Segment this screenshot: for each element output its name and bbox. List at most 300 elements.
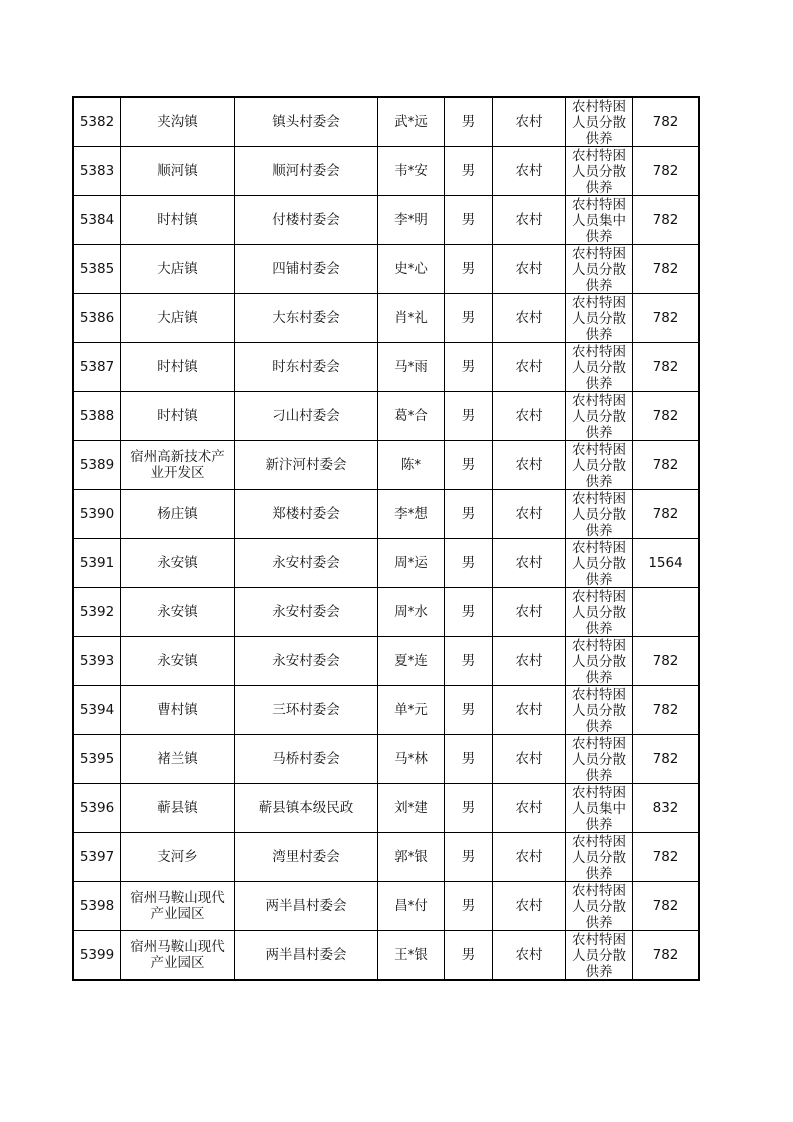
table-row [73,588,699,637]
name-cell-text: 刘*建 [394,800,428,816]
amount-cell [633,833,700,882]
amount-cell-text: 782 [652,408,679,424]
town-cell-text: 永安镇 [157,653,198,669]
records-table-body [73,97,699,980]
record-number-text: 5390 [79,506,115,522]
support-category-cell-text: 农村特困人员分散供养 [572,687,626,734]
record-number [73,97,121,147]
record-number [73,147,121,196]
amount-cell [633,441,700,490]
household-type-cell-text: 农村 [515,751,543,767]
village-cell-text: 郑楼村委会 [272,506,340,522]
sex-cell-text: 男 [461,408,476,424]
sex-cell-text: 男 [461,261,476,277]
name-cell-text: 郭*银 [394,849,428,865]
amount-cell [633,588,700,637]
town-cell [121,490,235,539]
record-number-text: 5394 [79,702,115,718]
town-cell [121,735,235,784]
amount-cell-text: 782 [652,506,679,522]
village-cell-text: 四铺村委会 [272,261,340,277]
support-category-cell-text: 农村特困人员分散供养 [572,344,626,391]
household-type-cell [493,343,566,392]
sex-cell [445,490,493,539]
town-cell [121,294,235,343]
household-type-cell [493,97,566,147]
amount-cell [633,784,700,833]
household-type-cell-text: 农村 [515,163,543,179]
town-cell-text: 时村镇 [157,359,198,375]
record-number-text: 5392 [79,604,115,620]
support-category-cell-text: 农村特困人员集中供养 [572,197,626,244]
name-cell [378,343,445,392]
household-type-cell-text: 农村 [515,506,543,522]
amount-cell [633,392,700,441]
village-cell-text: 两半昌村委会 [265,898,347,914]
name-cell [378,196,445,245]
record-number [73,343,121,392]
sex-cell [445,686,493,735]
village-cell [235,196,378,245]
village-cell [235,392,378,441]
village-cell [235,833,378,882]
town-cell [121,196,235,245]
amount-cell-text: 782 [652,212,679,228]
town-cell-text: 杨庄镇 [157,506,198,522]
table-row [73,882,699,931]
support-category-cell [566,392,633,441]
support-category-cell [566,245,633,294]
village-cell-text: 马桥村委会 [272,751,340,767]
support-category-cell-text: 农村特困人员集中供养 [572,785,626,832]
support-category-cell-text: 农村特困人员分散供养 [572,246,626,293]
village-cell-text: 三环村委会 [272,702,340,718]
town-cell-text: 支河乡 [157,849,198,865]
name-cell [378,147,445,196]
town-cell [121,245,235,294]
household-type-cell-text: 农村 [515,800,543,816]
support-category-cell-text: 农村特困人员分散供养 [572,393,626,440]
sex-cell-text: 男 [461,947,476,963]
record-number [73,833,121,882]
amount-cell [633,931,700,981]
sex-cell-text: 男 [461,898,476,914]
household-type-cell-text: 农村 [515,555,543,571]
village-cell-text: 刁山村委会 [272,408,340,424]
household-type-cell-text: 农村 [515,898,543,914]
support-category-cell-text: 农村特困人员分散供养 [572,99,626,146]
village-cell-text: 大东村委会 [272,310,340,326]
town-cell [121,441,235,490]
village-cell-text: 付楼村委会 [272,212,340,228]
support-category-cell [566,931,633,981]
household-type-cell [493,637,566,686]
name-cell [378,882,445,931]
town-cell-text: 宿州高新技术产业开发区 [130,449,225,481]
sex-cell [445,441,493,490]
sex-cell [445,147,493,196]
support-category-cell-text: 农村特困人员分散供养 [572,736,626,783]
sex-cell [445,588,493,637]
sex-cell-text: 男 [461,604,476,620]
record-number-text: 5398 [79,898,115,914]
table-row [73,147,699,196]
record-number-text: 5395 [79,751,115,767]
amount-cell [633,490,700,539]
table-row [73,539,699,588]
table-row [73,97,699,147]
town-cell-text: 蕲县镇 [157,800,198,816]
household-type-cell [493,539,566,588]
name-cell-text: 夏*连 [394,653,428,669]
support-category-cell [566,539,633,588]
amount-cell [633,637,700,686]
name-cell [378,735,445,784]
town-cell [121,97,235,147]
amount-cell-text: 782 [652,849,679,865]
household-type-cell [493,931,566,981]
household-type-cell [493,784,566,833]
town-cell [121,392,235,441]
record-number-text: 5396 [79,800,115,816]
town-cell-text: 夹沟镇 [157,114,198,130]
name-cell-text: 陈* [400,457,422,473]
name-cell-text: 韦*安 [394,163,428,179]
town-cell-text: 大店镇 [157,310,198,326]
support-category-cell [566,637,633,686]
amount-cell-text: 782 [652,751,679,767]
table-row [73,490,699,539]
table-row [73,392,699,441]
town-cell [121,147,235,196]
support-category-cell-text: 农村特困人员分散供养 [572,638,626,685]
household-type-cell [493,245,566,294]
amount-cell-text: 782 [652,898,679,914]
name-cell-text: 昌*付 [394,898,428,914]
sex-cell-text: 男 [461,457,476,473]
village-cell [235,441,378,490]
village-cell-text: 镇头村委会 [272,114,340,130]
village-cell-text: 永安村委会 [272,653,340,669]
village-cell-text: 顺河村委会 [272,163,340,179]
sex-cell [445,931,493,981]
table-row [73,441,699,490]
town-cell [121,931,235,981]
name-cell-text: 李*想 [394,506,428,522]
name-cell-text: 单*元 [394,702,428,718]
name-cell-text: 武*远 [394,114,428,130]
town-cell [121,637,235,686]
name-cell-text: 马*雨 [394,359,428,375]
village-cell [235,637,378,686]
sex-cell [445,196,493,245]
record-number [73,245,121,294]
name-cell [378,686,445,735]
sex-cell [445,735,493,784]
village-cell-text: 永安村委会 [272,555,340,571]
sex-cell-text: 男 [461,751,476,767]
record-number [73,539,121,588]
record-number [73,637,121,686]
village-cell-text: 时东村委会 [272,359,340,375]
village-cell [235,490,378,539]
town-cell [121,343,235,392]
record-number-text: 5397 [79,849,115,865]
amount-cell-text: 782 [652,702,679,718]
household-type-cell-text: 农村 [515,702,543,718]
village-cell [235,588,378,637]
amount-cell [633,147,700,196]
record-number [73,490,121,539]
town-cell-text: 永安镇 [157,604,198,620]
amount-cell-text: 782 [652,457,679,473]
amount-cell [633,686,700,735]
support-category-cell [566,686,633,735]
village-cell [235,343,378,392]
sex-cell [445,97,493,147]
record-number-text: 5384 [79,212,115,228]
support-category-cell-text: 农村特困人员分散供养 [572,540,626,587]
table-row [73,245,699,294]
household-type-cell-text: 农村 [515,408,543,424]
table-row [73,833,699,882]
table-row [73,931,699,981]
sex-cell [445,833,493,882]
amount-cell-text: 782 [652,653,679,669]
table-row [73,784,699,833]
amount-cell [633,97,700,147]
household-type-cell [493,882,566,931]
household-type-cell [493,490,566,539]
name-cell-text: 马*林 [394,751,428,767]
record-number-text: 5387 [79,359,115,375]
village-cell-text: 蕲县镇本级民政 [258,800,354,816]
name-cell [378,392,445,441]
town-cell-text: 宿州马鞍山现代产业园区 [130,890,225,922]
town-cell [121,833,235,882]
sex-cell [445,539,493,588]
household-type-cell-text: 农村 [515,457,543,473]
town-cell [121,686,235,735]
name-cell [378,637,445,686]
support-category-cell [566,294,633,343]
sex-cell-text: 男 [461,555,476,571]
village-cell [235,882,378,931]
household-type-cell [493,686,566,735]
household-type-cell-text: 农村 [515,947,543,963]
sex-cell-text: 男 [461,114,476,130]
record-number-text: 5389 [79,457,115,473]
table-row [73,343,699,392]
record-number [73,294,121,343]
village-cell [235,735,378,784]
support-category-cell [566,882,633,931]
town-cell-text: 永安镇 [157,555,198,571]
name-cell [378,833,445,882]
sex-cell [445,343,493,392]
name-cell [378,490,445,539]
village-cell [235,539,378,588]
support-category-cell-text: 农村特困人员分散供养 [572,442,626,489]
village-cell-text: 湾里村委会 [272,849,340,865]
village-cell-text: 两半昌村委会 [265,947,347,963]
amount-cell-text: 782 [652,310,679,326]
amount-cell-text: 782 [652,359,679,375]
name-cell-text: 葛*合 [394,408,428,424]
town-cell-text: 大店镇 [157,261,198,277]
support-category-cell-text: 农村特困人员分散供养 [572,589,626,636]
household-type-cell-text: 农村 [515,359,543,375]
name-cell-text: 周*运 [394,555,428,571]
village-cell [235,97,378,147]
support-category-cell [566,97,633,147]
support-category-cell [566,147,633,196]
name-cell [378,97,445,147]
amount-cell-text: 782 [652,114,679,130]
amount-cell-text: 782 [652,261,679,277]
support-category-cell [566,735,633,784]
sex-cell-text: 男 [461,506,476,522]
amount-cell-text: 832 [652,800,679,816]
sex-cell-text: 男 [461,849,476,865]
name-cell [378,294,445,343]
support-category-cell [566,490,633,539]
record-number [73,931,121,981]
record-number [73,392,121,441]
name-cell-text: 肖*礼 [394,310,428,326]
village-cell [235,784,378,833]
amount-cell-text: 1564 [648,555,683,571]
village-cell [235,147,378,196]
amount-cell [633,539,700,588]
household-type-cell-text: 农村 [515,849,543,865]
sex-cell-text: 男 [461,163,476,179]
record-number-text: 5382 [79,114,115,130]
amount-cell-text: 782 [652,163,679,179]
support-category-cell [566,343,633,392]
record-number-text: 5386 [79,310,115,326]
household-type-cell [493,147,566,196]
town-cell-text: 顺河镇 [157,163,198,179]
name-cell [378,441,445,490]
sex-cell-text: 男 [461,702,476,718]
household-type-cell [493,833,566,882]
support-category-cell-text: 农村特困人员分散供养 [572,883,626,930]
name-cell [378,784,445,833]
support-category-cell [566,588,633,637]
support-category-cell-text: 农村特困人员分散供养 [572,932,626,979]
name-cell [378,931,445,981]
record-number-text: 5385 [79,261,115,277]
village-cell [235,245,378,294]
name-cell-text: 史*心 [394,261,428,277]
town-cell-text: 宿州马鞍山现代产业园区 [130,939,225,971]
town-cell-text: 时村镇 [157,212,198,228]
amount-cell-text: 782 [652,947,679,963]
record-number-text: 5383 [79,163,115,179]
household-type-cell-text: 农村 [515,261,543,277]
household-type-cell-text: 农村 [515,653,543,669]
sex-cell [445,392,493,441]
amount-cell [633,882,700,931]
table-row [73,686,699,735]
sex-cell-text: 男 [461,212,476,228]
town-cell-text: 褚兰镇 [157,751,198,767]
sex-cell [445,245,493,294]
sex-cell [445,637,493,686]
town-cell [121,588,235,637]
town-cell-text: 时村镇 [157,408,198,424]
record-number [73,882,121,931]
name-cell [378,588,445,637]
amount-cell [633,294,700,343]
table-row [73,735,699,784]
household-type-cell-text: 农村 [515,310,543,326]
record-number [73,196,121,245]
amount-cell [633,735,700,784]
record-number [73,441,121,490]
household-type-cell [493,588,566,637]
support-category-cell-text: 农村特困人员分散供养 [572,834,626,881]
record-number-text: 5399 [79,947,115,963]
sex-cell-text: 男 [461,800,476,816]
town-cell [121,539,235,588]
support-category-cell-text: 农村特困人员分散供养 [572,295,626,342]
amount-cell [633,343,700,392]
village-cell-text: 永安村委会 [272,604,340,620]
sex-cell-text: 男 [461,310,476,326]
town-cell [121,784,235,833]
sex-cell [445,294,493,343]
name-cell-text: 李*明 [394,212,428,228]
household-type-cell [493,441,566,490]
household-type-cell-text: 农村 [515,212,543,228]
household-type-cell-text: 农村 [515,604,543,620]
amount-cell [633,196,700,245]
record-number [73,735,121,784]
table-row [73,637,699,686]
support-category-cell [566,441,633,490]
town-cell [121,882,235,931]
household-type-cell-text: 农村 [515,114,543,130]
record-number-text: 5391 [79,555,115,571]
name-cell-text: 周*水 [394,604,428,620]
sex-cell [445,882,493,931]
name-cell-text: 王*银 [394,947,428,963]
sex-cell-text: 男 [461,359,476,375]
village-cell [235,686,378,735]
record-number [73,686,121,735]
support-category-cell [566,784,633,833]
support-category-cell-text: 农村特困人员分散供养 [572,148,626,195]
village-cell [235,294,378,343]
table-row [73,294,699,343]
record-number [73,784,121,833]
household-type-cell [493,196,566,245]
record-number-text: 5388 [79,408,115,424]
town-cell-text: 曹村镇 [157,702,198,718]
sex-cell-text: 男 [461,653,476,669]
support-category-cell [566,833,633,882]
table-row [73,196,699,245]
record-number-text: 5393 [79,653,115,669]
amount-cell [633,245,700,294]
village-cell [235,931,378,981]
name-cell [378,539,445,588]
name-cell [378,245,445,294]
household-type-cell [493,392,566,441]
village-cell-text: 新汴河村委会 [265,457,347,473]
